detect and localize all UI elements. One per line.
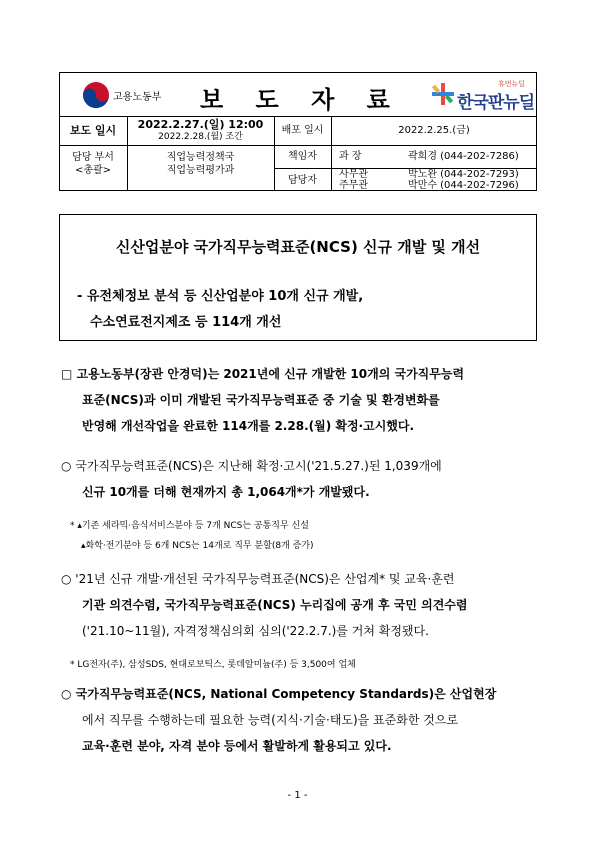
headline-subtitle: 수소연료전지제조 등 114개 개선 bbox=[90, 315, 282, 330]
body-paragraph: 신규 10개를 더해 현재까지 총 1,064개*가 개발됐다. bbox=[82, 485, 370, 499]
body-paragraph: ○ 국가직무능력표준(NCS, National Competency Standards)은 산업현장 bbox=[61, 687, 497, 701]
body-paragraph: □ 고용노동부(장관 안경덕)는 2021년에 신규 개발한 10개의 국가직무능력 bbox=[61, 367, 465, 381]
new-deal-small-text: 휴먼뉴딜 bbox=[498, 80, 526, 88]
staff-role: 주무관 bbox=[339, 180, 368, 191]
body-paragraph: 반영해 개선작업을 완료한 114개를 2.28.(월) 확정·고시했다. bbox=[82, 419, 415, 433]
new-deal-logo-text: 한국판뉴딜 bbox=[457, 93, 535, 113]
ministry-emblem-icon bbox=[81, 80, 111, 110]
new-deal-logo-icon bbox=[432, 82, 454, 106]
dept-name: 직업능력정책국 bbox=[166, 152, 235, 163]
dept-name: 직업능력평가과 bbox=[166, 165, 235, 176]
release-date: 2022.2.27.(일) 12:00 bbox=[137, 118, 264, 131]
headline-title: 신산업분야 국가직무능력표준(NCS) 신규 개발 및 개선 bbox=[115, 238, 481, 256]
body-paragraph: ('21.10~11월), 자격정책심의회 심의('22.2.7.)를 거쳐 확정됐다. bbox=[82, 624, 429, 638]
body-paragraph: ○ 국가직무능력표준(NCS)은 지난해 확정·고시('21.5.27.)된 1,039개에 bbox=[61, 459, 442, 473]
page-number: - 1 - bbox=[287, 790, 308, 801]
staff-role: 사무관 bbox=[339, 169, 368, 180]
distribute-date: 2022.2.25.(금) bbox=[398, 125, 470, 136]
headline-subtitle: - 유전체정보 분석 등 신산업분야 10개 신규 개발, bbox=[77, 289, 364, 304]
footnote: ▴화학·전기분야 등 6개 NCS는 14개로 직무 분할(8개 증가) bbox=[81, 541, 314, 551]
resp-name: 곽희경 (044-202-7286) bbox=[408, 151, 519, 162]
doc-type-title: 보 도 자 료 bbox=[200, 86, 402, 114]
resp-role: 과 장 bbox=[339, 151, 362, 162]
body-paragraph: 에서 직무를 수행하는데 필요한 능력(지식·기술·태도)을 표준화한 것으로 bbox=[82, 713, 459, 727]
body-paragraph: 교육·훈련 분야, 자격 분야 등에서 활발하게 활용되고 있다. bbox=[82, 739, 392, 753]
body-paragraph: 표준(NCS)과 이미 개발된 국가직무능력표준 중 기술 및 환경변화를 bbox=[82, 393, 440, 407]
divider bbox=[59, 116, 537, 117]
release-label: 보도 일시 bbox=[69, 124, 117, 137]
footnote: * ▴기존 세라믹·음식서비스분야 등 7개 NCS는 공통직무 신설 bbox=[70, 521, 309, 531]
release-note: 2022.2.28.(월) 조간 bbox=[158, 132, 243, 142]
body-paragraph: 기관 의견수렴, 국가직무능력표준(NCS) 누리집에 공개 후 국민 의견수렴 bbox=[82, 598, 468, 612]
divider bbox=[59, 145, 537, 146]
staff-name: 박만수 (044-202-7296) bbox=[408, 180, 519, 191]
footnote: * LG전자(주), 삼성SDS, 현대로보틱스, 롯데알미늄(주) 등 3,500여 업체 bbox=[70, 660, 356, 670]
dept-label: 담당 부서 bbox=[72, 152, 114, 163]
ministry-name: 고용노동부 bbox=[113, 92, 162, 103]
distribute-label: 배포 일시 bbox=[281, 125, 324, 136]
staff-name: 박노완 (044-202-7293) bbox=[408, 169, 519, 180]
dept-label-sub: <총괄> bbox=[74, 165, 112, 176]
body-paragraph: ○ '21년 신규 개발·개선된 국가직무능력표준(NCS)은 산업계* 및 교육·훈련 bbox=[61, 572, 455, 586]
staff-label: 담당자 bbox=[288, 175, 317, 186]
resp-label: 책임자 bbox=[288, 151, 317, 162]
